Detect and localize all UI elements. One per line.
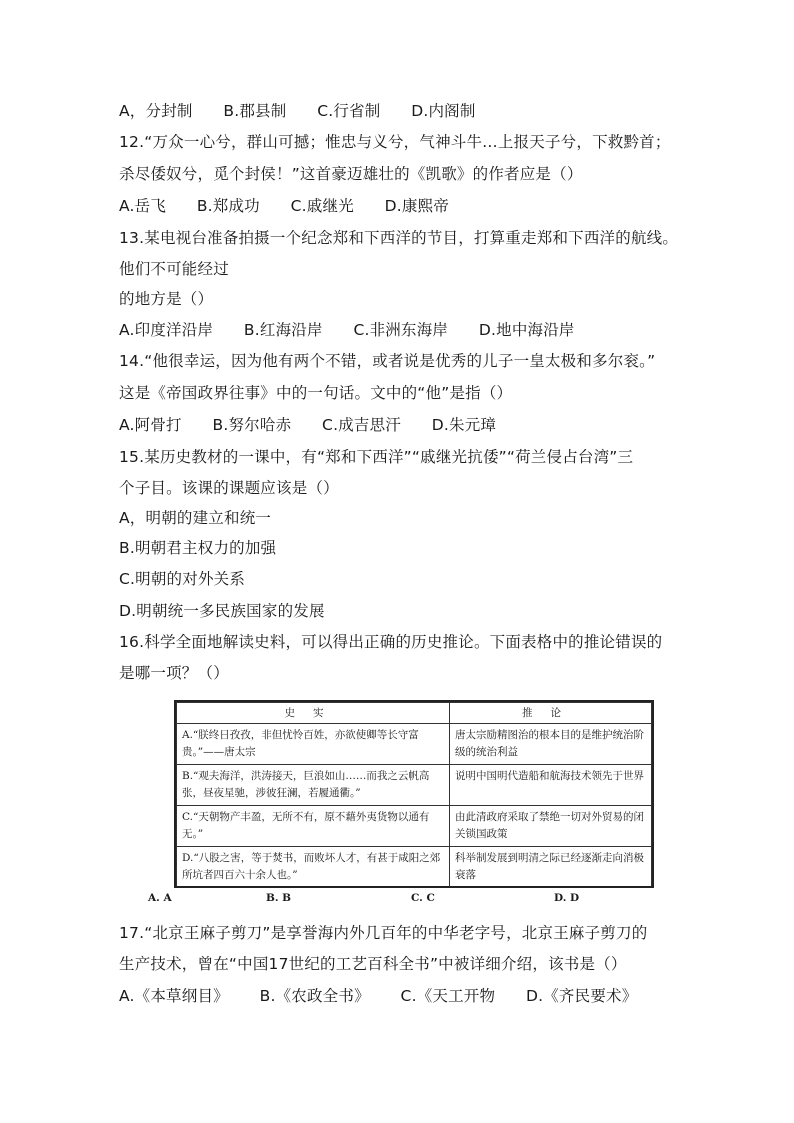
table-row: [177, 765, 652, 806]
line-q15-stem-1: 15.某历史教材的一课中，有“郑和下西洋”“戚继光抗倭”“荷兰侵占台湾”三: [119, 448, 634, 466]
line-q16-stem-1: 16.科学全面地解读史料，可以得出正确的历史推论。下面表格中的推论错误的: [119, 633, 663, 651]
line-q14-options: A.阿骨打 B.努尔哈赤 C.成吉思汗 D.朱元璋: [119, 416, 497, 434]
line-q11-options: A，分封制 B.郡县制 C.行省制 D.内阁制: [119, 102, 476, 120]
table-option-c: C. C: [411, 892, 435, 904]
table-row: [177, 847, 652, 888]
table-row: [177, 724, 652, 765]
line-q14-stem-1: 14.“他很幸运，因为他有两个不错，或者说是优秀的儿子一皇太极和多尔衮。”: [119, 352, 656, 370]
table-cell-inference: 唐太宗励精图治的根本目的是维护统治阶级的统治利益: [450, 724, 652, 765]
table-cell-fact: B.“观夫海洋，洪涛接天，巨浪如山……而我之云帆高张，昼夜星驰，涉彼狂澜，若履通衢。”: [177, 765, 450, 806]
table-header-fact: 史实: [177, 703, 450, 724]
line-q15-option-b: B.明朝君主权力的加强: [119, 539, 277, 557]
line-q15-option-d: D.明朝统一多民族国家的发展: [119, 602, 325, 620]
table-row: [177, 806, 652, 847]
history-table: [176, 702, 652, 888]
line-q15-option-c: C.明朝的对外关系: [119, 570, 246, 588]
table-header-inference: 推论: [450, 703, 652, 724]
table-cell-fact: C.“天朝物产丰盈，无所不有，原不藉外夷货物以通有无。”: [177, 806, 450, 847]
table-cell-inference: 说明中国明代造船和航海技术领先于世界: [450, 765, 652, 806]
line-q12-stem-2: 杀尽倭奴兮，觅个封侯！”这首豪迈雄壮的《凯歌》的作者应是（）: [119, 165, 583, 183]
line-q17-options: A.《本草纲目》 B.《农政全书》 C.《天工开物 D.《齐民要术》: [119, 987, 638, 1005]
line-q13-options: A.印度洋沿岸 B.红海沿岸 C.非洲东海岸 D.地中海沿岸: [119, 321, 575, 339]
line-q15-stem-2: 个子目。该课的课题应该是（）: [119, 479, 339, 497]
table-cell-inference: 科举制发展到明清之际已经逐渐走向消极衰落: [450, 847, 652, 888]
table-cell-inference: 由此清政府采取了禁绝一切对外贸易的闭关锁国政策: [450, 806, 652, 847]
line-q15-option-a: A，明朝的建立和统一: [119, 509, 272, 527]
table-option-b: B. B: [266, 892, 292, 904]
line-q12-options: A.岳飞 B.郑成功 C.戚继光 D.康熙帝: [119, 197, 450, 215]
line-q14-stem-2: 这是《帝国政界往事》中的一句话。文中的“他”是指（）: [119, 384, 513, 402]
line-q17-stem-2: 生产技术，曾在“中国17世纪的工艺百科全书”中被详细介绍，该书是（）: [119, 955, 627, 973]
table-option-d: D. D: [554, 892, 580, 904]
table-cell-fact: D.“八股之害，等于焚书，而败坏人才，有甚于咸阳之郊所坑者四百六十余人也。”: [177, 847, 450, 888]
table-header-row: [177, 703, 652, 724]
line-q13-stem-2: 他们不可能经过: [119, 260, 229, 278]
line-q17-stem-1: 17.“北京王麻子剪刀”是享誉海内外几百年的中华老字号，北京王麻子剪刀的: [119, 924, 648, 942]
line-q16-stem-2: 是哪一项？（）: [119, 664, 229, 682]
table-option-a: A. A: [148, 892, 172, 904]
line-q13-stem-3: 的地方是（）: [119, 290, 214, 308]
table-cell-fact: A.“朕终日孜孜，非但忧怜百姓，亦欲使卿等长守富贵。”——唐太宗: [177, 724, 450, 765]
line-q12-stem-1: 12.“万众一心兮，群山可撼；惟忠与义兮，气神斗牛…上报天子兮，下救黔首；: [119, 133, 671, 151]
line-q13-stem-1: 13.某电视台准备拍摄一个纪念郑和下西洋的节目，打算重走郑和下西洋的航线。: [119, 229, 679, 247]
